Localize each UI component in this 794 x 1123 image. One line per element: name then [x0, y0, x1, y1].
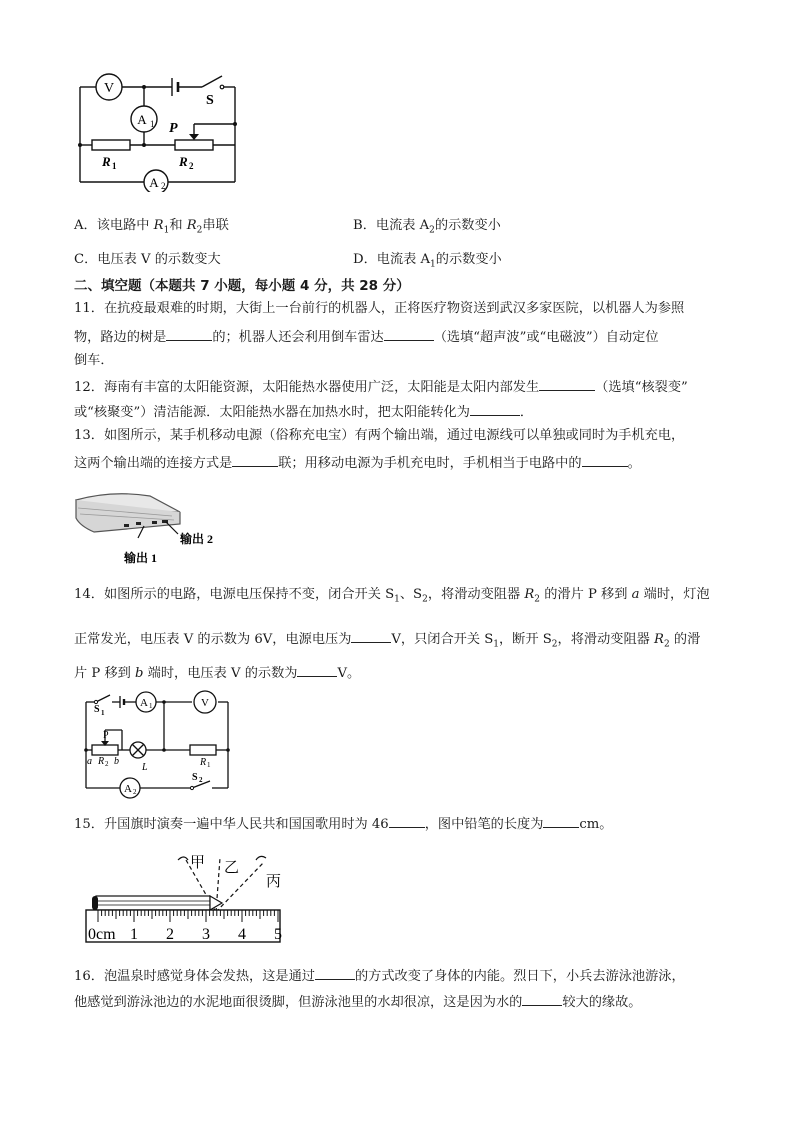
- q11-line1: 11．在抗疫最艰难的时期，大街上一台前行的机器人，正将医疗物资送到武汉多家医院，以机器人为参照: [74, 301, 685, 316]
- q11-line3: 倒车．: [74, 353, 114, 368]
- output-1-label: 输出 1: [124, 551, 158, 565]
- q10-circuit-diagram: [72, 66, 242, 192]
- label-jia: 甲: [190, 855, 206, 871]
- ruler-label: 4: [238, 926, 246, 943]
- ruler-label: 0cm: [88, 926, 116, 943]
- answer-blank: [315, 965, 355, 980]
- answer-blank: [582, 452, 628, 467]
- option-d: D．电流表 $A_1$的示数变小: [353, 252, 502, 270]
- q14-voltmeter-label: V: [201, 697, 209, 709]
- ruler-label: 5: [274, 926, 282, 943]
- answer-blank: [351, 628, 391, 643]
- pencil-ruler-figure: [80, 846, 286, 948]
- q13-line1: 13．如图所示，某手机移动电源（俗称充电宝）有两个输出端，通过电源线可以单独或同时为手机充电，: [74, 428, 685, 443]
- answer-blank: [232, 452, 278, 467]
- q10-ammeter1-sub: 1: [150, 119, 155, 129]
- answer-blank: [543, 813, 579, 828]
- q14-r1-sub: 1: [207, 761, 211, 769]
- answer-blank: [384, 326, 434, 341]
- q14-line1: 14．如图所示的电路，电源电压保持不变，闭合开关 $S_1$、$S_2$，将滑动变阻器 $R_2$ 的滑片 P 移到 a 端时，灯泡: [74, 587, 710, 605]
- section-heading: 二、填空题（本题共 7 小题，每小题 4 分，共 28 分）: [74, 278, 410, 294]
- q14-ammeter1-sub: 1: [149, 702, 153, 710]
- q14-circuit-diagram: [82, 690, 242, 802]
- q16-line2: 他感觉到游泳池边的水泥地面很烫脚，但游泳池里的水却很凉，这是因为水的 较大的缘故。: [74, 991, 642, 1013]
- q12-line2: 或“核聚变”）清洁能源．太阳能热水器在加热水时，把太阳能转化为 ．: [74, 401, 533, 423]
- q14-r2-label: R: [98, 756, 105, 767]
- q16-line1: 16．泡温泉时感觉身体会发热，这是通过 的方式改变了身体的内能。烈日下，小兵去游泳池游泳，: [74, 965, 685, 987]
- output-2-label: 输出 2: [180, 532, 214, 546]
- option-b: B．电流表 $A_2$的示数变小: [353, 218, 501, 236]
- ruler-label: 3: [202, 926, 210, 943]
- q14-s2-label: S: [192, 772, 198, 783]
- ruler-label: 2: [166, 926, 174, 943]
- q10-voltmeter-label: V: [103, 81, 115, 96]
- option-c: C．电压表 V 的示数变大: [74, 252, 221, 267]
- q14-s1-sub: 1: [101, 709, 105, 717]
- q14-ammeter2-sub: 2: [133, 788, 137, 796]
- q14-ammeter2-label: A: [124, 783, 132, 795]
- q14-end-b-label: b: [114, 756, 119, 767]
- answer-blank: [297, 662, 337, 677]
- q10-switch-label: S: [206, 93, 214, 108]
- q14-s2-sub: 2: [199, 776, 203, 784]
- q13-line2: 这两个输出端的连接方式是 联；用移动电源为手机充电时，手机相当于电路中的 。: [74, 452, 641, 474]
- q10-r2-sub: 2: [189, 161, 194, 171]
- q14-end-a-label: a: [87, 756, 92, 767]
- q15-line1: 15．升国旗时演奏一遍中华人民共和国国歌用时为 46 ，图中铅笔的长度为 cm。: [74, 813, 612, 835]
- answer-blank: [522, 991, 562, 1006]
- answer-blank: [166, 326, 212, 341]
- answer-blank: [389, 813, 425, 828]
- label-bing: 丙: [266, 874, 282, 890]
- q10-ammeter1-label: A: [137, 112, 147, 127]
- q10-slider-label: P: [169, 121, 178, 136]
- label-yi: 乙: [224, 860, 240, 876]
- q14-slider-label: P: [103, 730, 109, 741]
- q14-r1-label: R: [200, 757, 207, 768]
- power-bank-figure: [72, 486, 242, 570]
- q10-r1-label: R: [102, 154, 111, 169]
- q14-ammeter1-label: A: [140, 697, 148, 709]
- q10-r1-sub: 1: [112, 161, 117, 171]
- q10-r2-label: R: [179, 154, 188, 169]
- q14-line2: 正常发光，电压表 V 的示数为 6V，电源电压为 V，只闭合开关 $S_1$，断开 $S_2$，将滑动变阻器 $R_2$ 的滑: [74, 628, 700, 655]
- q11-line2: 物，路边的树是 的；机器人还会利用倒车雷达 （选填“超声波”或“电磁波”）自动定位: [74, 326, 659, 348]
- answer-blank: [470, 401, 520, 416]
- answer-blank: [539, 376, 595, 391]
- ruler-label: 1: [130, 926, 138, 943]
- q14-r2-sub: 2: [105, 760, 109, 768]
- q14-line3: 片 P 移到 b 端时，电压表 V 的示数为 V。: [74, 662, 360, 684]
- q14-s1-label: S: [94, 704, 100, 715]
- q10-ammeter2-sub: 2: [161, 181, 166, 191]
- q12-line1: 12．海南有丰富的太阳能资源，太阳能热水器使用广泛，太阳能是太阳内部发生 （选填“核裂变”: [74, 376, 688, 398]
- option-a: A．该电路中 $R_1$和 $R_2$串联: [74, 218, 229, 236]
- q14-lamp-label: L: [142, 762, 148, 773]
- q10-ammeter2-label: A: [149, 175, 159, 190]
